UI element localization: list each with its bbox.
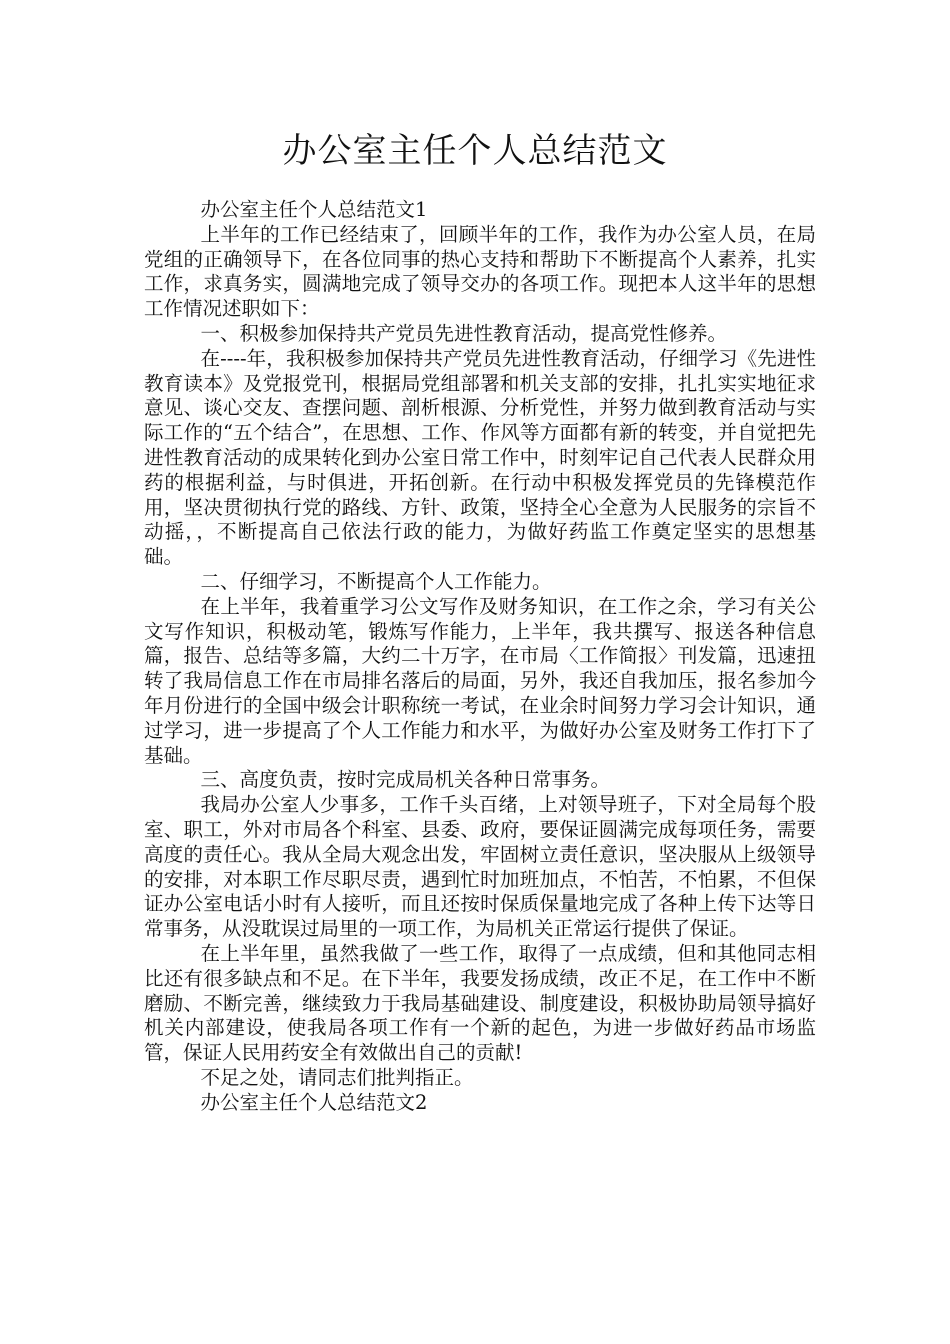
point-paragraph-2: 在上半年，我着重学习公文写作及财务知识，在工作之余，学习有关公文写作知识，积极动笔，锻炼写作能力，上半年，我共撰写、报送各种信息篇，报告、总结等多篇，大约二十万字，在市局〈工作简报〉刊发篇，迅速扭转了我局信息工作在市局排名落后的局面，另外，我还自我加压，报名参加今年月份进行的全国中级会计职称统一考试，在业余时间努力学习会计知识，通过学习，进一步提高了个人工作能力和水平，为做好办公室及财务工作打下了基础。 (144, 594, 816, 767)
section-heading-2: 办公室主任个人总结范文2 (200, 1090, 428, 1114)
section-heading-1: 办公室主任个人总结范文1 (200, 198, 428, 221)
point-paragraph-3: 我局办公室人少事多，工作千头百绪，上对领导班子，下对全局每个股室、职工，外对市局各个科室、县委、政府，要保证圆满完成每项任务，需要高度的责任心。我从全局大观念出发，牢固树立责任意识，坚决服从上级领导的安排，对本职工作尽职尽责，遇到忙时加班加点，不怕苦，不怕累，不但保证办公室电话小时有人接听，而且还按时保质保量地完成了各种上传下达等日常事务，从没耽误过局里的一项工作，为局机关正常运行提供了保证。 (144, 793, 816, 941)
point-heading-2: 二、仔细学习，不断提高个人工作能力。 (200, 569, 552, 593)
conclusion-paragraph: 在上半年里，虽然我做了一些工作，取得了一点成绩，但和其他同志相比还有很多缺点和不足。在下半年，我要发扬成绩，改正不足，在工作中不断磨励、不断完善，继续致力于我局基础建设、制度建设，积极协助局领导搞好机关内部建设，使我局各项工作有一个新的起色，为进一步做好药品市场监管，保证人民用药安全有效做出自己的贡献! (144, 941, 816, 1065)
point-heading-1: 一、积极参加保持共产党员先进性教育活动，提高党性修养。 (200, 321, 728, 345)
intro-paragraph: 上半年的工作已经结束了，回顾半年的工作，我作为办公室人员，在局党组的正确领导下，在各位同事的热心支持和帮助下不断提高个人素养，扎实工作，求真务实，圆满地完成了领导交办的各项工作。现把本人这半年的思想工作情况述职如下： (144, 222, 816, 321)
point-heading-3: 三、高度负责，按时完成局机关各种日常事务。 (200, 768, 611, 792)
document-body (144, 198, 816, 1115)
document-title: 办公室主任个人总结范文 (282, 131, 668, 171)
point-paragraph-1: 在----年，我积极参加保持共产党员先进性教育活动，仔细学习《先进性教育读本》及党报党刊，根据局党组部署和机关支部的安排，扎扎实实地征求意见、谈心交友、查摆问题、剖析根源、分析党性，并努力做到教育活动与实际工作的“五个结合”，在思想、工作、作风等方面都有新的转变，并自觉把先进性教育活动的成果转化到办公室日常工作中，时刻牢记自己代表人民群众用药的根据利益，与时俱进，开拓创新。在行动中积极发挥党员的先锋模范作用，坚决贯彻执行党的路线、方针、政策，坚持全心全意为人民服务的宗旨不动摇，，不断提高自己依法行政的能力，为做好药监工作奠定坚实的思想基础。 (144, 346, 816, 569)
closing-line: 不足之处，请同志们批判指正。 (200, 1065, 474, 1089)
